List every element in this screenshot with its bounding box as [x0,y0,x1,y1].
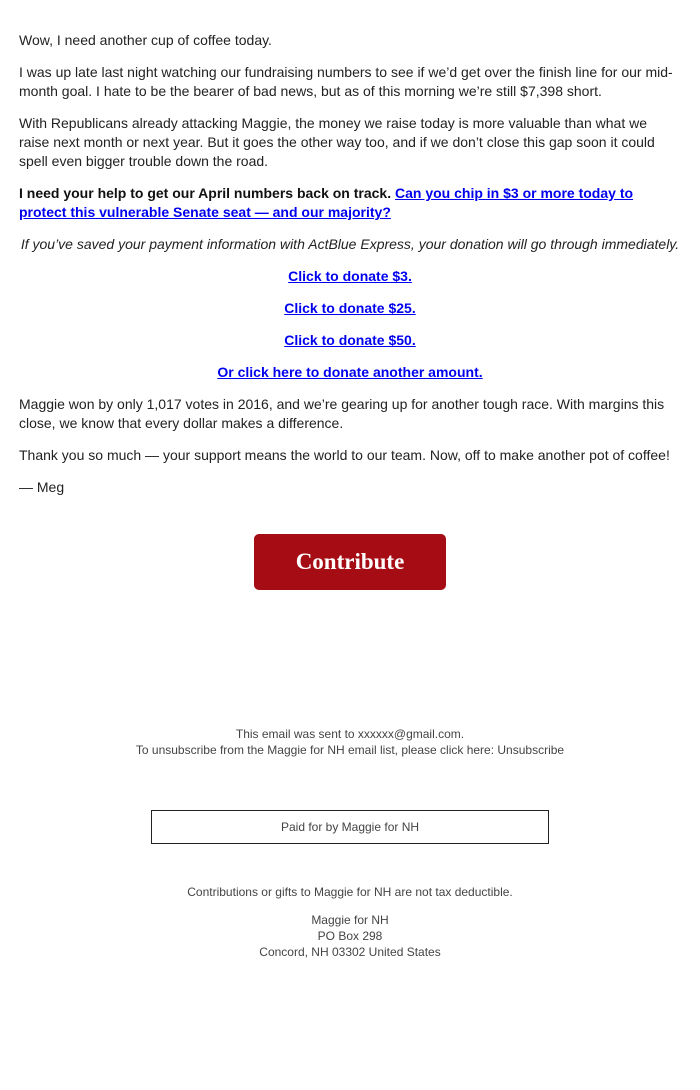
body-paragraph-4: Thank you so much — your support means the world to our team. Now, off to make another pot of coffee! [19,447,670,463]
ask-paragraph [19,184,681,222]
body-paragraph-3: Maggie won by only 1,017 votes in 2016, and we’re gearing up for another tough race. With margins this close, we know that every dollar makes a difference. [19,396,665,431]
body-paragraph-2: With Republicans already attacking Maggie, the money we raise today is more valuable than what we raise next month or next year. But it goes the other way too, and if we don’t close this gap soon it could spell even bigger trouble down the road. [19,115,655,169]
mailing-address [0,912,700,960]
unsubscribe-link[interactable]: Unsubscribe [497,743,565,757]
contribute-button[interactable]: Contribute [254,534,446,590]
signoff: — Meg [19,479,65,495]
paid-for-box: Paid for by Maggie for NH [151,810,549,844]
contribute-button-wrap [254,534,446,590]
donate-links [19,267,681,382]
donate-50-link[interactable]: Click to donate $50. [284,332,416,348]
chip-in-link[interactable]: Can you chip in $3 or more today to protect this vulnerable Senate seat — and our majority? [19,185,634,220]
unsubscribe-text: To unsubscribe from the Maggie for NH email list, please click here: [135,743,498,757]
donate-3-link[interactable]: Click to donate $3. [288,268,412,284]
body-paragraph-1: I was up late last night watching our fundraising numbers to see if we’d get over the finish line for our mid-month goal. I hate to be the bearer of bad news, but as of this morning we’re still $7,398 short. [19,64,673,99]
tax-note: Contributions or gifts to Maggie for NH are not tax deductible. [187,885,513,899]
sent-to-line [0,726,700,742]
email-body [19,31,681,510]
sent-suffix: . [460,727,465,741]
recipient-email: xxxxxx@gmail.com [357,727,461,741]
express-note: If you’ve saved your payment information with ActBlue Express, your donation will go through immediately. [20,236,680,252]
city-line: Concord, NH 03302 United States [259,945,441,959]
donate-25-link[interactable]: Click to donate $25. [284,300,416,316]
footer-sent-info [0,726,700,758]
unsubscribe-line [0,742,700,758]
ask-bold-text: I need your help to get our April numbers back on track. [19,185,392,201]
org-name: Maggie for NH [311,913,389,927]
po-box: PO Box 298 [317,929,383,943]
greeting-text: Wow, I need another cup of coffee today. [19,32,272,48]
donate-other-amount-link[interactable]: Or click here to donate another amount. [217,364,483,380]
sent-prefix: This email was sent to [235,727,358,741]
